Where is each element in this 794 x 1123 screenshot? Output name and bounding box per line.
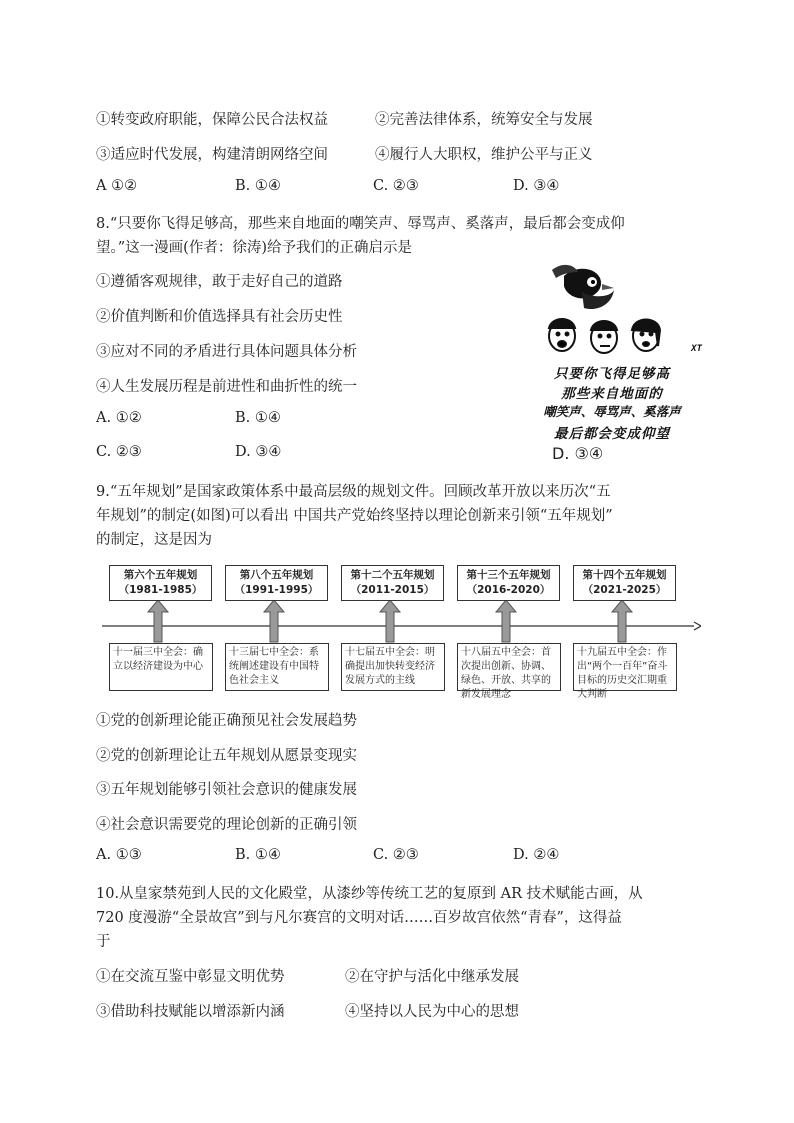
q7-option-c[interactable]: C. ②③ [373,178,419,194]
q7-statement-2: ②完善法律体系，统筹安全与发展 [375,112,593,128]
q8-option-b[interactable]: B. ①④ [235,410,281,426]
q9-option-a[interactable]: A. ①③ [96,847,142,863]
q8-statement-1: ①遵循客观规律，敢于走好自己的道路 [96,274,343,290]
plan-years: （2011-2015） [350,584,435,596]
q10-statement-3: ③借助科技赋能以增添新内涵 [96,1004,285,1020]
q10-stem-line-3: 于 [96,934,111,950]
session-box-3: 十七届五中全会：明确提出加快转变经济发展方式的主线 [341,643,445,691]
q9-stem-line-1: 9.“五年规划”是国家政策体系中最高层级的规划文件。回顾改革开放以来历次“五 [96,484,611,500]
plan-name: 第十二个五年规划 [350,569,435,581]
plan-box-8th [225,565,328,601]
cartoon-drawing [522,258,702,358]
plan-years: （1981-1985） [118,584,203,596]
plan-years: （1991-1995） [234,584,319,596]
q8-cartoon [522,258,702,466]
q10-statement-4: ④坚持以人民为中心的思想 [345,1004,519,1020]
q8-statement-4: ④人生发展历程是前进性和曲折性的统一 [96,379,357,395]
q10-statement-1: ①在交流互鉴中彰显文明优势 [96,969,285,985]
q7-statement-3: ③适应时代发展，构建清朗网络空间 [96,147,328,163]
plan-box-14th [573,565,676,601]
plan-box-12th [341,565,444,601]
plan-years: （2016-2020） [466,584,551,596]
cartoon-caption-4: 最后都会变成仰望 [554,426,670,442]
q7-option-d[interactable]: D. ③④ [513,178,560,194]
q8-option-c[interactable]: C. ②③ [96,444,142,460]
q9-option-d[interactable]: D. ②④ [513,847,560,863]
q7-option-b[interactable]: B. ①④ [235,178,281,194]
plan-name: 第八个五年规划 [239,569,314,581]
plan-name: 第十三个五年规划 [466,569,551,581]
q8-stem-line-1: 8.“只要你飞得足够高，那些来自地面的嘲笑声、辱骂声、奚落声，最后都会变成仰 [96,216,625,232]
session-box-1: 十一届三中全会：确立以经济建设为中心 [109,643,213,691]
cartoon-caption-3: 嘲笑声、辱骂声、奚落声 [543,404,681,419]
q9-statement-4: ④社会意识需要党的理论创新的正确引领 [96,817,357,833]
cartoon-caption-1: 只要你飞得足够高 [554,366,670,382]
q8-option-d-duplicate: D. ③④ [552,444,604,463]
q9-option-b[interactable]: B. ①④ [235,847,281,863]
session-box-2: 十三届七中全会：系统阐述建设有中国特色社会主义 [225,643,329,691]
q9-option-c[interactable]: C. ②③ [373,847,419,863]
q10-statement-2: ②在守护与活化中继承发展 [345,969,519,985]
plan-box-6th [109,565,212,601]
q9-stem-line-3: 的制定，这是因为 [96,532,212,548]
plan-years: （2021-2025） [582,584,667,596]
q8-stem-line-2: 望。”这一漫画(作者：徐涛)给予我们的正确启示是 [96,240,412,256]
q9-statement-3: ③五年规划能够引领社会意识的健康发展 [96,782,357,798]
plan-name: 第六个五年规划 [123,569,198,581]
q8-option-d[interactable]: D. ③④ [235,444,282,460]
q8-option-a[interactable]: A. ①② [96,410,142,426]
q8-statement-2: ②价值判断和价值选择具有社会历史性 [96,309,343,325]
q10-stem-line-1: 10.从皇家禁苑到人民的文化殿堂，从漆纱等传统工艺的复原到 AR 技术赋能古画，从 [96,886,643,902]
session-box-5: 十九届五中全会：作出“两个一百年”奋斗目标的历史交汇期重大判断 [573,643,677,691]
q7-statement-1: ①转变政府职能，保障公民合法权益 [96,112,328,128]
q8-statement-3: ③应对不同的矛盾进行具体问题具体分析 [96,344,357,360]
q10-stem-line-2: 720 度漫游“全景故宫”到与凡尔赛宫的文明对话……百岁故宫依然“青春”，这得益 [96,910,622,926]
cartoon-signature: XT [691,344,702,354]
q9-statement-2: ②党的创新理论让五年规划从愿景变现实 [96,748,357,764]
q7-option-a[interactable]: A ①② [96,178,138,194]
plan-name: 第十四个五年规划 [582,569,667,581]
q9-statement-1: ①党的创新理论能正确预见社会发展趋势 [96,713,357,729]
plan-box-13th [457,565,560,601]
session-box-4: 十八届五中全会：首次提出创新、协调、绿色、开放、共享的新发展理念 [457,643,561,691]
q7-statement-4: ④履行人大职权，维护公平与正义 [375,147,593,163]
timeline-axis [96,598,701,648]
cartoon-caption-2: 那些来自地面的 [561,386,663,402]
bird-figure [552,265,614,309]
q9-stem-line-2: 年规划”的制定(如图)可以看出 中国共产党始终坚持以理论创新来引领“五年规划” [96,508,613,524]
